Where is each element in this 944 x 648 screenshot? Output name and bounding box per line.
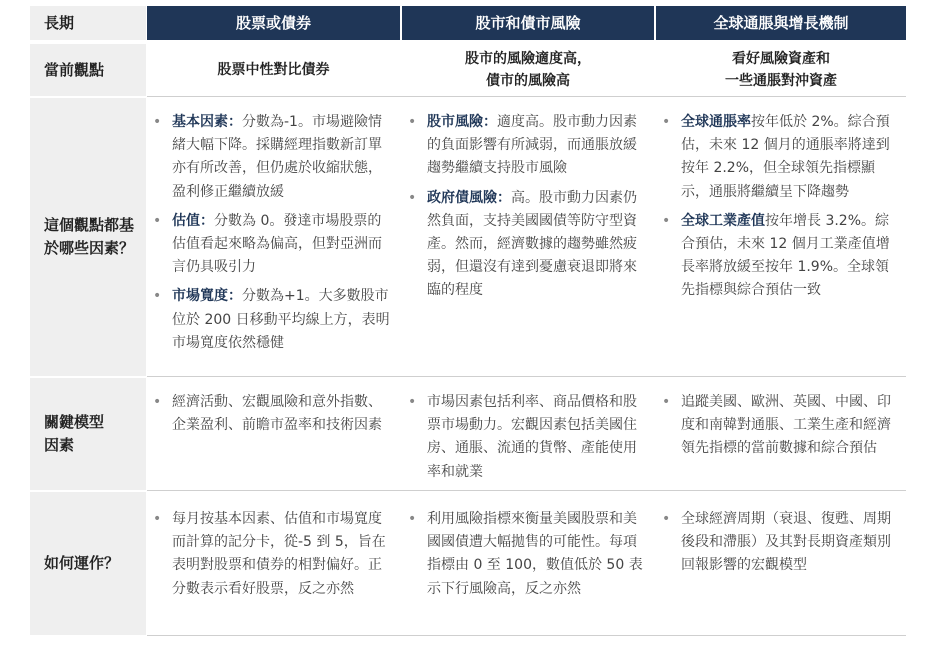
bullet-icon: • [662, 114, 671, 130]
row-label-key-models: 關鍵模型因素 [30, 378, 146, 490]
list-item: • 全球通脹率按年低於 2%。綜合預估，未來 12 個月的通脹率將達到按年 2.2%，但全球領先指標顯示，通脹將繼續呈下降趨勢 [659, 111, 899, 204]
list-item: • 基本因素：分數為-1。市場避險情緒大幅下降。採購經理指數新訂單亦有所改善，但仍處於收縮狀態，盈利修正繼續放緩 [150, 111, 390, 204]
header-equity-bond-risk: 股市和債市風險 [402, 6, 654, 40]
list-item: • 追蹤美國、歐洲、英國、中國、印度和南韓對通脹、工業生產和經濟領先指標的當前數據和綜合預估 [659, 391, 899, 461]
how-it-works-risk [405, 508, 645, 607]
row-label-current-view: 當前觀點 [30, 44, 146, 96]
bullet-icon: • [153, 394, 162, 410]
row-divider [147, 376, 906, 377]
row-divider [147, 490, 906, 491]
list-item: • 市場寬度：分數為+1。大多數股市位於 200 日移動平均線上方，表明市場寬度依然穩健 [150, 285, 390, 355]
list-item: • 政府債風險：高。股市動力因素仍然負面，支持美國國債等防守型資產。然而，經濟數據的趨勢雖然疲弱，但還沒有達到憂慮衰退即將來臨的程度 [405, 187, 645, 303]
current-view-stocks-bonds: 股票中性對比債券 [217, 62, 330, 78]
factors-risk [405, 111, 645, 309]
how-it-works-inflation-growth [659, 508, 899, 584]
row-label-how-it-works: 如何運作？ [30, 492, 146, 635]
bullet-icon: • [153, 212, 162, 229]
key-models-stocks-bonds [150, 391, 390, 443]
row-label-factors: 這個觀點都基於哪些因素？ [30, 98, 146, 376]
how-it-works-stocks-bonds [150, 508, 390, 607]
list-item: • 全球經濟周期（衰退、復甦、周期後段和滯脹）及其對長期資產類別回報影響的宏觀模型 [659, 508, 899, 578]
bullet-icon: • [408, 511, 417, 527]
row-divider [147, 96, 906, 97]
row-divider [147, 635, 906, 636]
list-item: • 每月按基本因素、估值和市場寬度而計算的記分卡，從-5 到 5，旨在表明對股票和債券的相對偏好。正分數表示看好股票，反之亦然 [150, 508, 390, 601]
bullet-icon: • [153, 114, 162, 130]
key-models-risk [405, 391, 645, 490]
header-global-inflation-growth: 全球通脹與增長機制 [656, 6, 906, 40]
current-view-inflation-growth: 看好風險資產和 一些通脹對沖資產 [725, 51, 837, 89]
bullet-icon: • [662, 212, 671, 229]
current-view-risk: 股市的風險適度高， 債市的風險高 [465, 51, 591, 89]
bullet-icon: • [408, 394, 417, 410]
list-item: • 經濟活動、宏觀風險和意外指數、企業盈利、前瞻市盈率和技術因素 [150, 391, 390, 437]
list-item: • 利用風險指標來衡量美國股票和美國國債遭大幅拋售的可能性。每項指標由 0 至 100，數值低於 50 表示下行風險高，反之亦然 [405, 508, 645, 601]
factors-inflation-growth [659, 111, 899, 309]
list-item: • 市場因素包括利率、商品價格和股票市場動力。宏觀因素包括美國住房、通脹、流通的貨幣、產能使用率和就業 [405, 391, 645, 484]
header-term-label: 長期 [30, 6, 146, 40]
bullet-icon: • [408, 189, 417, 206]
bullet-icon: • [662, 394, 671, 410]
bullet-icon: • [662, 511, 671, 527]
bullet-icon: • [408, 114, 417, 130]
key-models-inflation-growth [659, 391, 899, 467]
list-item: • 全球工業產值按年增長 3.2%。綜合預估，未來 12 個月工業產值增長率將放緩至按年 1.9%。全球領先指標與綜合預估一致 [659, 210, 899, 303]
factors-stocks-bonds [150, 111, 390, 361]
bullet-icon: • [153, 511, 162, 527]
list-item: • 股市風險：適度高。股市動力因素的負面影響有所減弱，而通脹放緩趨勢繼續支持股市風險 [405, 111, 645, 181]
list-item: • 估值：分數為 0。發達市場股票的估值看起來略為偏高，但對亞洲而言仍具吸引力 [150, 210, 390, 280]
header-stocks-or-bonds: 股票或債券 [147, 6, 400, 40]
bullet-icon: • [153, 288, 162, 305]
